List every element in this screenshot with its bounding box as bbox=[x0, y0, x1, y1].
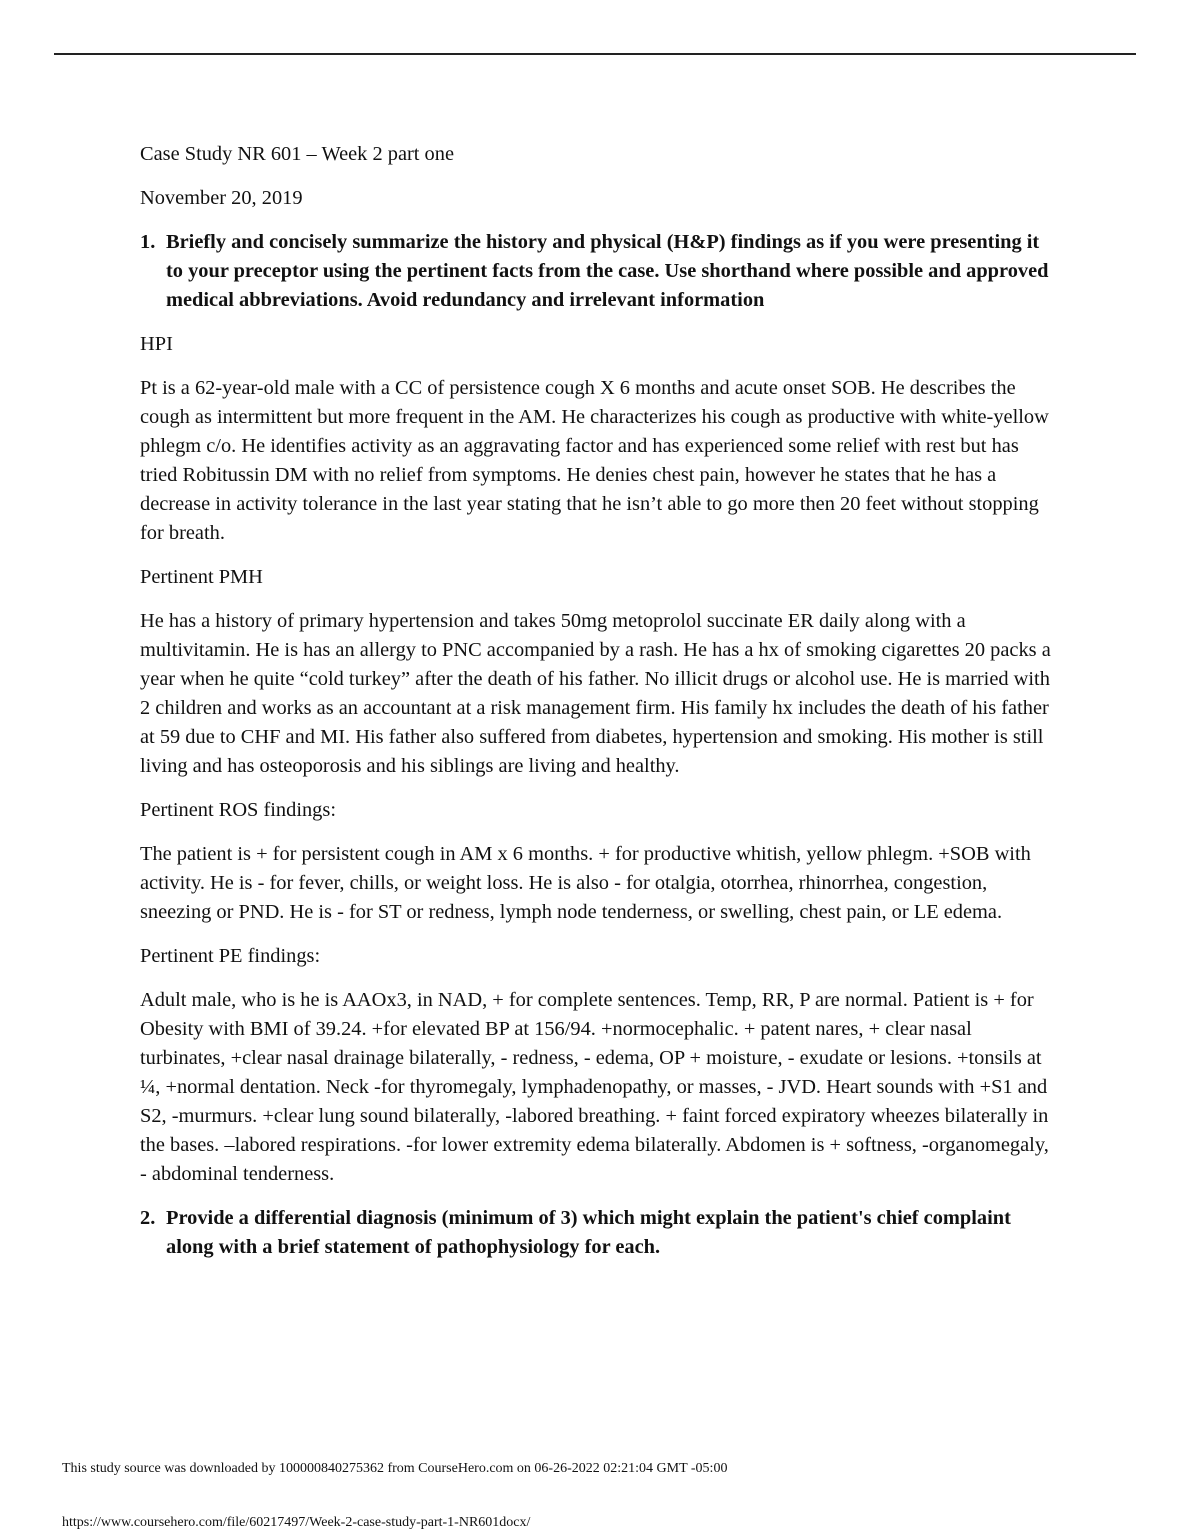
document-body bbox=[140, 140, 1055, 1277]
document-date: November 20, 2019 bbox=[140, 187, 303, 209]
question-1-number: 1. bbox=[140, 231, 156, 253]
pe-heading: Pertinent PE findings: bbox=[140, 945, 321, 967]
pmh-heading: Pertinent PMH bbox=[140, 566, 263, 588]
download-source-note: This study source was downloaded by 100000840275362 from CourseHero.com on 06-26-2022 02:21:04 GMT -05:00 bbox=[62, 1461, 728, 1476]
hpi-paragraph: Pt is a 62-year-old male with a CC of persistence cough X 6 months and acute onset SOB. He describes the cough as intermittent but more frequent in the AM. He characterizes his cough as productive with white-yellow phlegm c/o. He identifies activity as an aggravating factor and has experienced some relief with rest but has tried Robitussin DM with no relief from symptoms. He denies chest pain, however he states that he has a decrease in activity tolerance in the last year stating that he isn’t able to go more then 20 feet without stopping for breath. bbox=[140, 377, 1049, 544]
question-2-number: 2. bbox=[140, 1207, 156, 1229]
question-1 bbox=[140, 228, 1055, 315]
pe-paragraph: Adult male, who is he is AAOx3, in NAD, + for complete sentences. Temp, RR, P are normal. Patient is + for Obesity with BMI of 39.24. +for elevated BP at 156/94. +normocephalic. + patent nares, + clear nasal turbinates, +clear nasal drainage bilaterally, - redness, - edema, OP + moisture, - exudate or lesions. +tonsils at ¼, +normal dentation. Neck -for thyromegaly, lymphadenopathy, or masses, - JVD. Heart sounds with +S1 and S2, -murmurs. +clear lung sound bilaterally, -labored breathing. + faint forced expiratory wheezes bilaterally in the bases. –labored respirations. -for lower extremity edema bilaterally. Abdomen is + softness, -organomegaly, - abdominal tenderness. bbox=[140, 989, 1049, 1185]
header-rule bbox=[54, 53, 1136, 55]
question-2-text: Provide a differential diagnosis (minimum of 3) which might explain the patient's chief complaint along with a brief statement of pathophysiology for each. bbox=[166, 1207, 1011, 1258]
pmh-paragraph: He has a history of primary hypertension and takes 50mg metoprolol succinate ER daily along with a multivitamin. He is has an allergy to PNC accompanied by a rash. He has a hx of smoking cigarettes 20 packs a year when he quite “cold turkey” after the death of his father. No illicit drugs or alcohol use. He is married with 2 children and works as an accountant at a risk management firm. His family hx includes the death of his father at 59 due to CHF and MI. His father also suffered from diabetes, hypertension and smoking. His mother is still living and has osteoporosis and his siblings are living and healthy. bbox=[140, 610, 1051, 777]
hpi-heading: HPI bbox=[140, 333, 173, 355]
ros-heading: Pertinent ROS findings: bbox=[140, 799, 336, 821]
document-title: Case Study NR 601 – Week 2 part one bbox=[140, 143, 454, 165]
ros-paragraph: The patient is + for persistent cough in AM x 6 months. + for productive whitish, yellow phlegm. +SOB with activity. He is - for fever, chills, or weight loss. He is also - for otalgia, otorrhea, rhinorrhea, congestion, sneezing or PND. He is - for ST or redness, lymph node tenderness, or swelling, chest pain, or LE edema. bbox=[140, 843, 1031, 923]
question-2 bbox=[140, 1204, 1055, 1262]
question-1-text: Briefly and concisely summarize the history and physical (H&P) findings as if you were presenting it to your preceptor using the pertinent facts from the case. Use shorthand where possible and approved medical abbreviations. Avoid redundancy and irrelevant information bbox=[166, 231, 1049, 311]
source-url[interactable]: https://www.coursehero.com/file/60217497/Week-2-case-study-part-1-NR601docx/ bbox=[62, 1515, 531, 1530]
